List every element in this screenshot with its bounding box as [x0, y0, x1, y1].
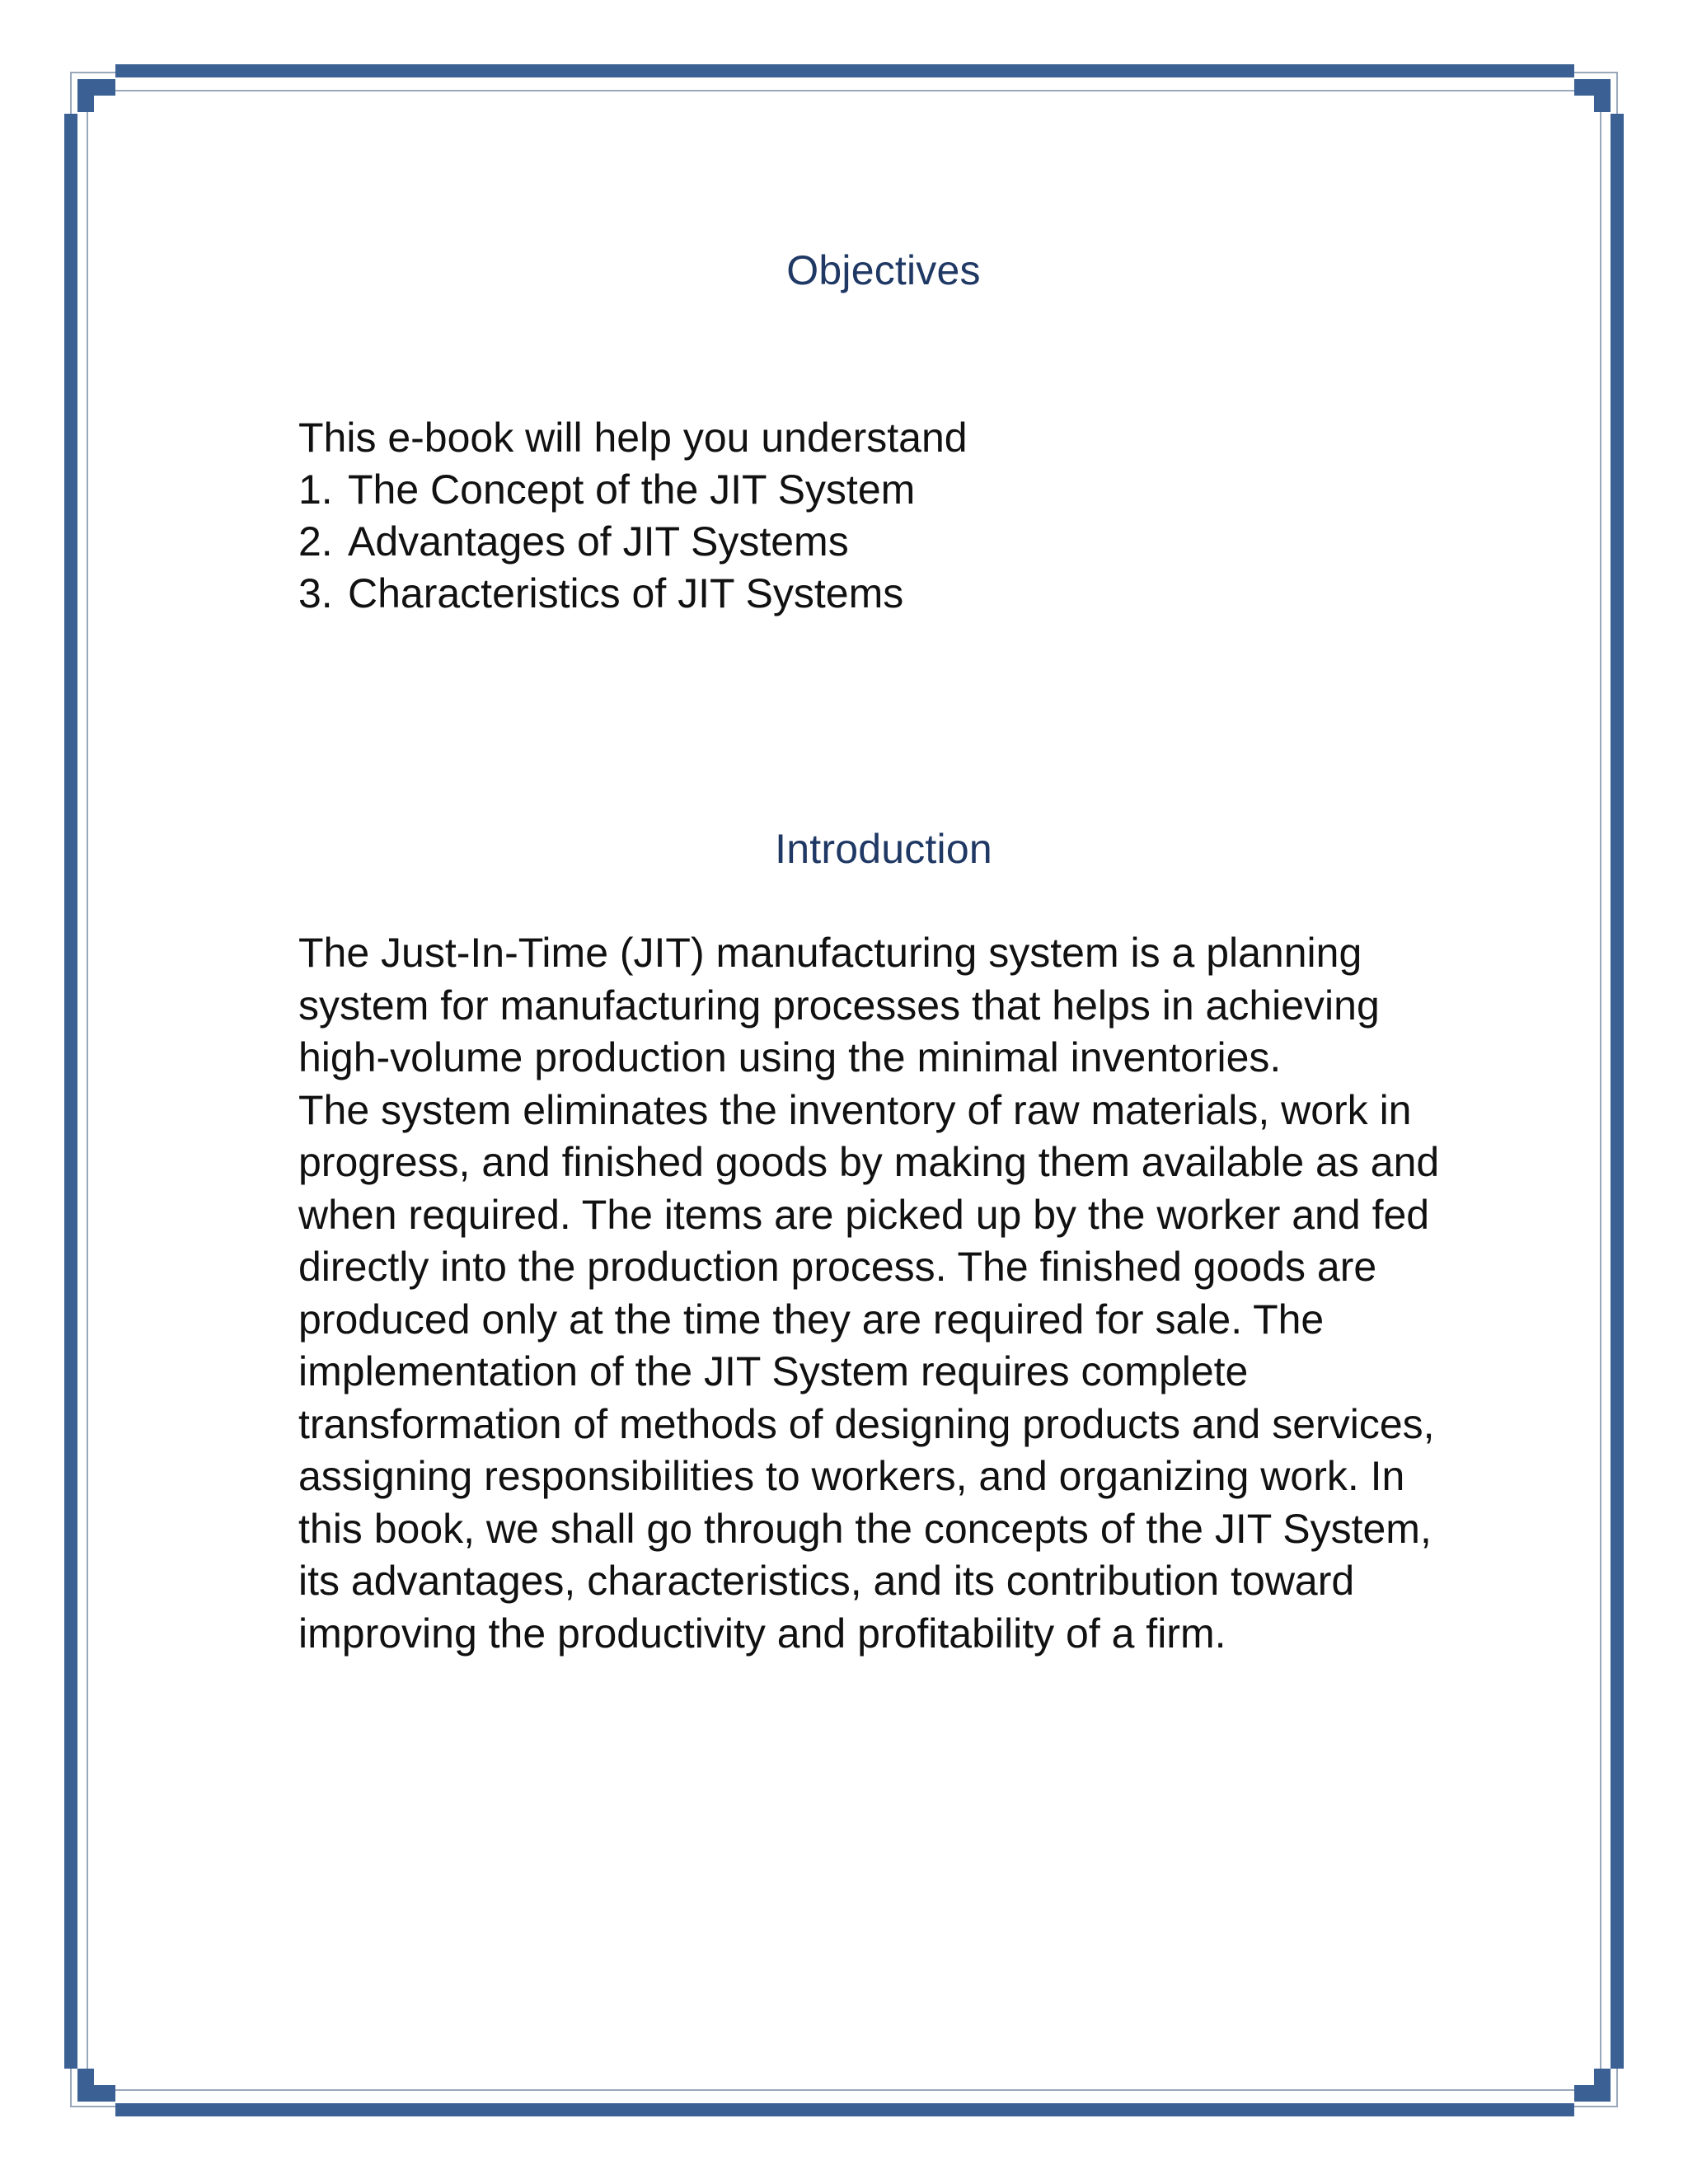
- list-item: [298, 464, 915, 516]
- paragraph-line: this book, we shall go through the concepts of the JIT System,: [298, 1505, 1432, 1552]
- paragraph-line: progress, and finished goods by making them available as and: [298, 1139, 1440, 1185]
- page-border-top-bar: [115, 64, 1574, 77]
- introduction-paragraph: [298, 927, 1469, 1660]
- introduction-heading: Introduction: [775, 826, 992, 872]
- objectives-heading: Objectives: [786, 247, 981, 293]
- list-item-number: 3.: [298, 570, 333, 616]
- paragraph-line: when required. The items are picked up by the worker and fed: [298, 1191, 1430, 1238]
- objectives-list: [298, 464, 915, 620]
- paragraph-line: The system eliminates the inventory of raw materials, work in: [298, 1086, 1412, 1133]
- paragraph-line: produced only at the time they are required for sale. The: [298, 1296, 1325, 1343]
- list-item: [298, 516, 915, 568]
- list-item-text: Advantages of JIT Systems: [348, 518, 849, 565]
- page-border-bottom-bar: [115, 2103, 1574, 2116]
- paragraph-line: The Just-In-Time (JIT) manufacturing system is a planning: [298, 930, 1362, 976]
- objectives-lead: This e-book will help you understand: [298, 415, 968, 461]
- list-item-number: 1.: [298, 466, 333, 513]
- paragraph-line: implementation of the JIT System requires complete: [298, 1348, 1249, 1394]
- paragraph-line: transformation of methods of designing products and services,: [298, 1400, 1435, 1447]
- list-item-text: The Concept of the JIT System: [348, 466, 916, 513]
- paragraph-line: directly into the production process. The finished goods are: [298, 1244, 1377, 1290]
- paragraph-line: improving the productivity and profitability of a firm.: [298, 1610, 1226, 1657]
- page-border-right-bar: [1611, 114, 1624, 2069]
- list-item-text: Characteristics of JIT Systems: [348, 570, 904, 616]
- paragraph-line: assigning responsibilities to workers, and organizing work. In: [298, 1453, 1405, 1499]
- paragraph-line: system for manufacturing processes that helps in achieving: [298, 982, 1380, 1029]
- page-border-left-bar: [64, 114, 77, 2069]
- list-item: [298, 568, 915, 620]
- paragraph-line: high-volume production using the minimal inventories.: [298, 1034, 1282, 1080]
- list-item-number: 2.: [298, 518, 333, 565]
- paragraph-line: its advantages, characteristics, and its contribution toward: [298, 1558, 1355, 1604]
